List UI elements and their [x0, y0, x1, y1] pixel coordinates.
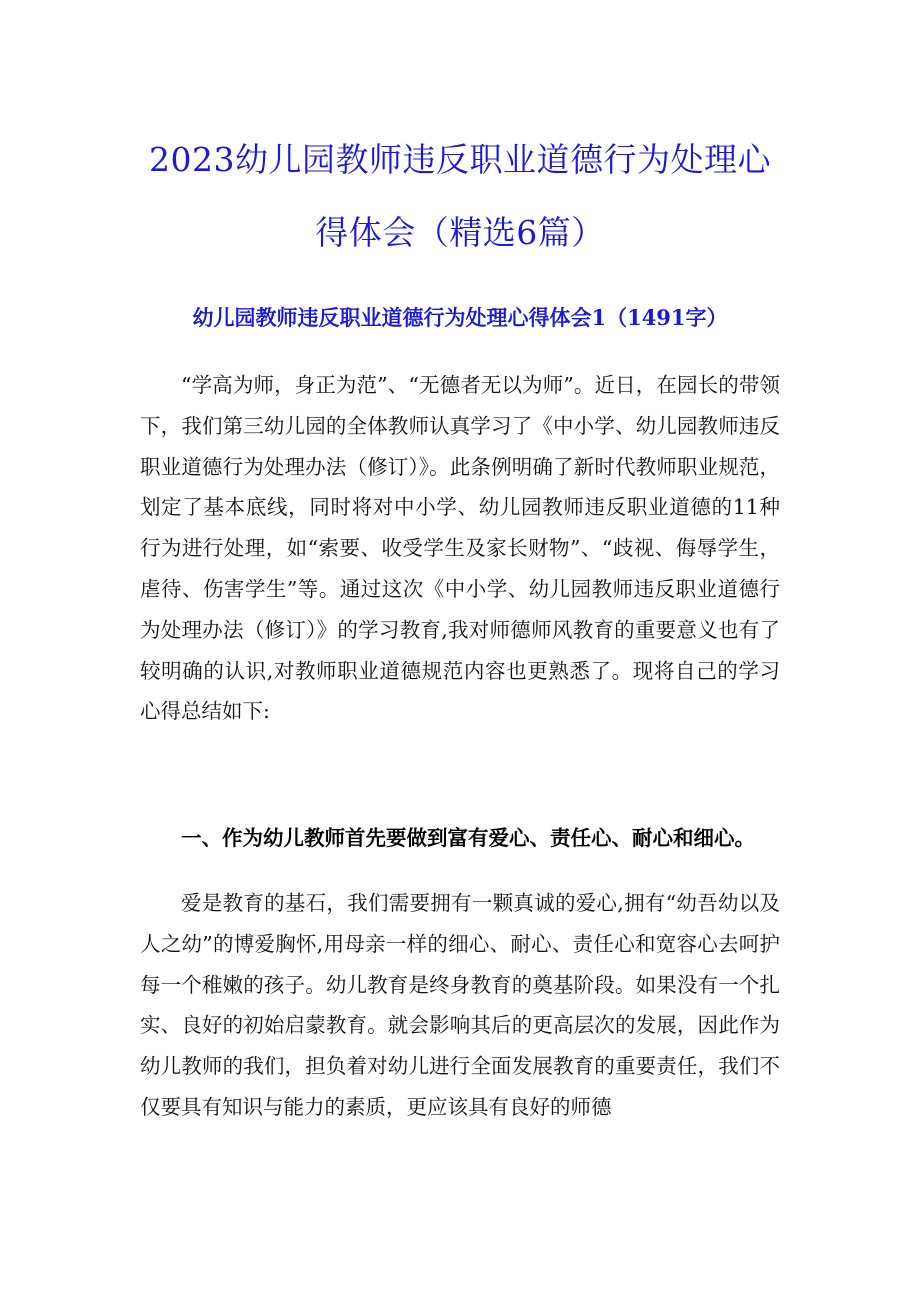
article-subtitle: 幼儿园教师违反职业道德行为处理心得体会1（1491字）: [192, 305, 728, 330]
section-heading-1: 一、作为幼儿教师首先要做到富有爱心、责任心、耐心和细心。: [181, 826, 755, 850]
document-title-line-1: 2023幼儿园教师违反职业道德行为处理心: [149, 140, 771, 179]
body-paragraph-1: “学高为师，身正为范”、“无德者无以为师”。近日，在园长的带领下，我们第三幼儿园的全体教师认真学习了《中小学、幼儿园教师违反职业道德行为处理办法（修订）》。此条例明确了新时代教师职业规范，划定了基本底线，同时将对中小学、幼儿园教师违反职业道德的11种行为进行处理，如“索要、收受学生及家长财物”、“歧视、侮辱学生，虐待、伤害学生”等。通过这次《中小学、幼儿园教师违反职业道德行为处理办法（修订）》的学习教育,我对师德师风教育的重要意义也有了较明确的认识,对教师职业道德规范内容也更熟悉了。现将自己的学习心得总结如下:: [140, 373, 780, 724]
document-title-line-2: 得体会（精选6篇）: [315, 213, 605, 252]
body-paragraph-2: 爱是教育的基石，我们需要拥有一颗真诚的爱心,拥有“幼吾幼以及人之幼”的博爱胸怀,用母亲一样的细心、耐心、责任心和宽容心去呵护每一个稚嫩的孩子。幼儿教育是终身教育的奠基阶段。如果没有一个扎实、良好的初始启蒙教育。就会影响其后的更高层次的发展，因此作为幼儿教师的我们，担负着对幼儿进行全面发展教育的重要责任，我们不仅要具有知识与能力的素质，更应该具有良好的师德: [140, 891, 780, 1119]
